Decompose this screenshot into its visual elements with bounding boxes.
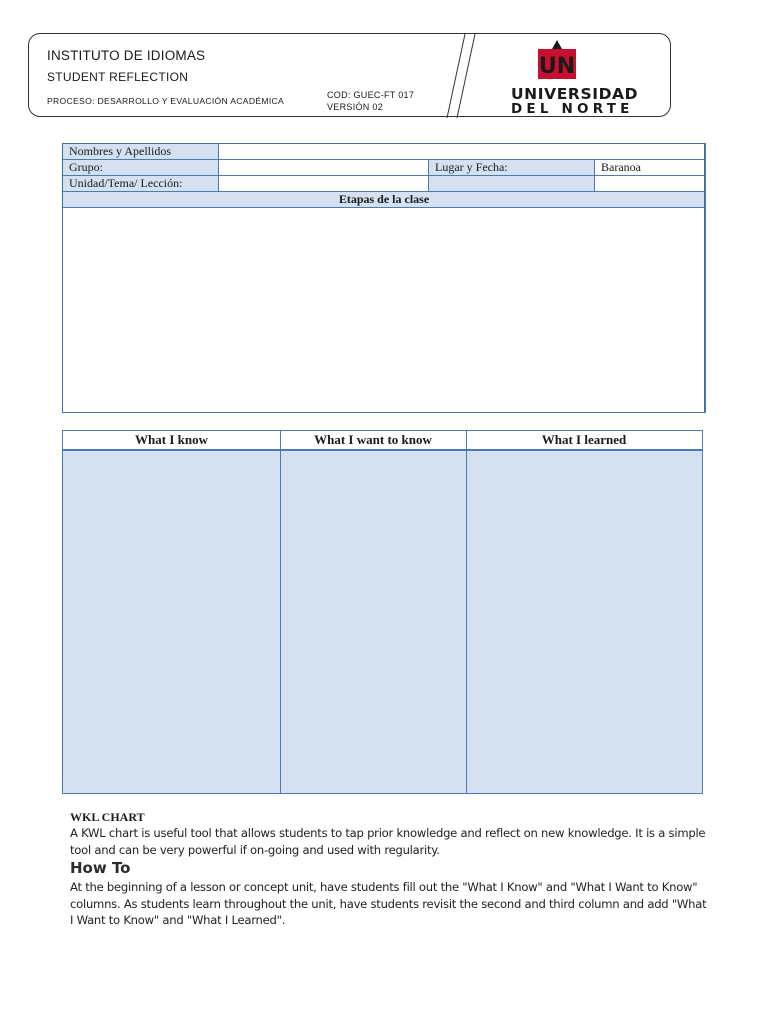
institute-title: INSTITUTO DE IDIOMAS <box>47 48 206 63</box>
kwl-col-want: What I want to know <box>314 432 432 447</box>
process-label: PROCESO: DESARROLLO Y EVALUACIÓN ACADÉMICA <box>47 96 285 106</box>
kwl-divider <box>280 431 281 793</box>
table-row <box>63 192 706 208</box>
unit-field[interactable] <box>219 176 429 192</box>
un-logo-icon <box>535 40 579 84</box>
names-label: Nombres y Apellidos <box>63 144 219 160</box>
group-field[interactable] <box>219 160 429 176</box>
table-row <box>63 208 706 413</box>
logo-line1: UNIVERSIDAD <box>511 85 639 103</box>
names-field[interactable] <box>219 144 706 160</box>
howto-instructions: At the beginning of a lesson or concept unit, have students fill out the "What I Know" and "What I Want to Know" columns. As students learn throughout the unit, have students revisit the second and third column and add "What I Want to Know" and "What I Learned". <box>70 880 707 927</box>
student-info-table <box>62 143 706 413</box>
form-subtitle: STUDENT REFLECTION <box>47 70 189 84</box>
howto-heading: How To <box>70 859 131 877</box>
kwl-col-know: What I know <box>135 432 208 447</box>
unit-extra-field[interactable] <box>595 176 706 192</box>
kwl-header-row <box>63 431 702 451</box>
group-label: Grupo: <box>63 160 219 176</box>
kwl-body <box>63 451 702 793</box>
kwl-chart <box>62 430 703 794</box>
table-row <box>63 144 706 160</box>
kwl-col-learned: What I learned <box>541 432 627 447</box>
document-header <box>28 33 671 117</box>
kwl-divider <box>466 431 467 793</box>
university-logo <box>511 40 641 117</box>
table-row <box>63 176 706 192</box>
stages-field[interactable] <box>63 208 706 413</box>
code-block <box>327 90 414 113</box>
table-row <box>63 160 706 176</box>
stages-heading: Etapas de la clase <box>63 192 706 208</box>
unit-extra-cell <box>429 176 595 192</box>
place-date-label: Lugar y Fecha: <box>429 160 595 176</box>
logo-mark-text: UN <box>538 54 576 79</box>
place-date-field[interactable]: Baranoa <box>595 160 706 176</box>
form-version: VERSIÓN 02 <box>327 101 384 112</box>
kwl-know-field[interactable] <box>63 451 280 793</box>
form-code: COD: GUEC-FT 017 <box>327 90 415 100</box>
unit-label: Unidad/Tema/ Lección: <box>63 176 219 192</box>
kwl-description: A KWL chart is useful tool that allows students to tap prior knowledge and reflect on new knowledge. It is a simple tool and can be very powerful if on-going and used with regularity. <box>70 826 706 857</box>
wkl-chart-title: WKL CHART <box>70 810 145 824</box>
kwl-learned-field[interactable] <box>467 451 702 793</box>
kwl-want-field[interactable] <box>281 451 466 793</box>
logo-line2: DEL NORTE <box>511 101 634 117</box>
